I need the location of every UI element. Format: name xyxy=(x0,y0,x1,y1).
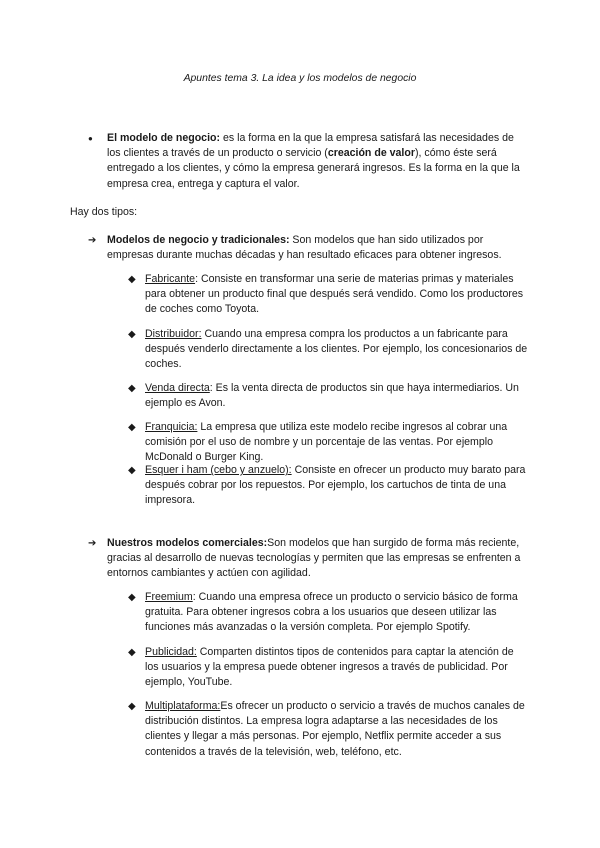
definition-text-a: es la forma en la que la empresa satisfará las necesidades de los clientes a través de un producto o servicio ( xyxy=(107,132,514,160)
item-text: Es ofrecer un producto o servicio a través de muchos canales de distribución distintos. La empresa logra adaptarse a las necesidades de los clientes y llegar a más personas. Por ejemplo, Netflix permite acceder a sus contenidos a través de la televisión, web, teléfono, etc. xyxy=(145,700,525,758)
diamond-bullet-icon: ◆ xyxy=(128,274,136,285)
diamond-bullet-icon: ◆ xyxy=(128,592,136,603)
item-text: : Cuando una empresa ofrece un producto o servicio básico de forma gratuita. Para obtener ingresos cobra a los usuarios que deseen utilizar las funciones más avanzadas o la versión completa. Por ejemplo Spotify. xyxy=(145,591,518,634)
diamond-bullet-icon: ◆ xyxy=(128,647,136,658)
bullet-circle-icon: ● xyxy=(88,134,93,143)
item-term: Distribuidor: xyxy=(145,328,202,340)
list-item xyxy=(145,590,530,636)
definition-text-b: ), cómo éste será entregado a los clientes, y cómo la empresa generará ingresos. Es la forma en la que la empresa crea, entrega y captura el valor. xyxy=(107,147,520,190)
types-intro: Hay dos tipos: xyxy=(70,206,138,218)
definition-term: El modelo de negocio: xyxy=(107,132,221,144)
section-new-models xyxy=(107,536,527,582)
list-item xyxy=(145,420,530,466)
item-text: Cuando una empresa compra los productos a un fabricante para después venderlo directamente a los clientes. Por ejemplo, los concesionarios de coches. xyxy=(145,328,528,371)
section-heading: Nuestros modelos comerciales: xyxy=(107,537,268,549)
item-term: Fabricante xyxy=(145,273,196,285)
document-title: Apuntes tema 3. La idea y los modelos de negocio xyxy=(183,73,417,84)
item-text: : Consiste en transformar una serie de materias primas y materiales para obtener un producto final que después será vendido. Como los productores de coches como Toyota. xyxy=(145,273,524,316)
list-item xyxy=(145,463,530,509)
item-term: Publicidad: xyxy=(145,646,197,658)
section-description: Son modelos que han surgido de forma más reciente, gracias al desarrollo de nuevas tecnologías y permiten que las empresas se enfrenten a entornos cambiantes y actúen con agilidad. xyxy=(107,537,521,580)
diamond-bullet-icon: ◆ xyxy=(128,701,136,712)
section-traditional-models xyxy=(107,233,527,263)
arrow-bullet-icon: ➔ xyxy=(88,538,97,549)
list-item xyxy=(145,272,530,318)
list-item xyxy=(145,645,530,691)
business-model-definition xyxy=(107,131,527,192)
list-item xyxy=(145,699,530,760)
section-description: Son modelos que han sido utilizados por empresas durante muchas décadas y han resultado eficaces para obtener ingresos. xyxy=(107,234,502,262)
item-term: Franquicia: xyxy=(145,421,198,433)
list-item xyxy=(145,381,530,411)
item-text: Comparten distintos tipos de contenidos para captar la atención de los usuarios y la empresa puede obtener ingresos a través de publicidad. Por ejemplo, YouTube. xyxy=(145,646,514,689)
item-text: La empresa que utiliza este modelo recibe ingresos al cobrar una comisión por el uso de nombre y un porcentaje de las ventas. Por ejemplo McDonald o Burger King. xyxy=(145,421,508,464)
item-text: : Es la venta directa de productos sin que haya intermediarios. Un ejemplo es Avon. xyxy=(145,382,519,410)
item-text: Consiste en ofrecer un producto muy barato para después cobrar por los repuestos. Por ejemplo, los cartuchos de tinta de una impresora. xyxy=(145,464,526,507)
item-term: Esquer i ham (cebo y anzuelo): xyxy=(145,464,292,476)
diamond-bullet-icon: ◆ xyxy=(128,422,136,433)
diamond-bullet-icon: ◆ xyxy=(128,465,136,476)
list-item xyxy=(145,327,530,373)
diamond-bullet-icon: ◆ xyxy=(128,329,136,340)
item-term: Multiplataforma: xyxy=(145,700,221,712)
arrow-bullet-icon: ➔ xyxy=(88,235,97,246)
item-term: Freemium xyxy=(145,591,193,603)
definition-emphasis: creación de valor xyxy=(327,147,415,160)
section-heading: Modelos de negocio y tradicionales: xyxy=(107,234,290,246)
item-term: Venda directa xyxy=(145,382,210,394)
diamond-bullet-icon: ◆ xyxy=(128,383,136,394)
